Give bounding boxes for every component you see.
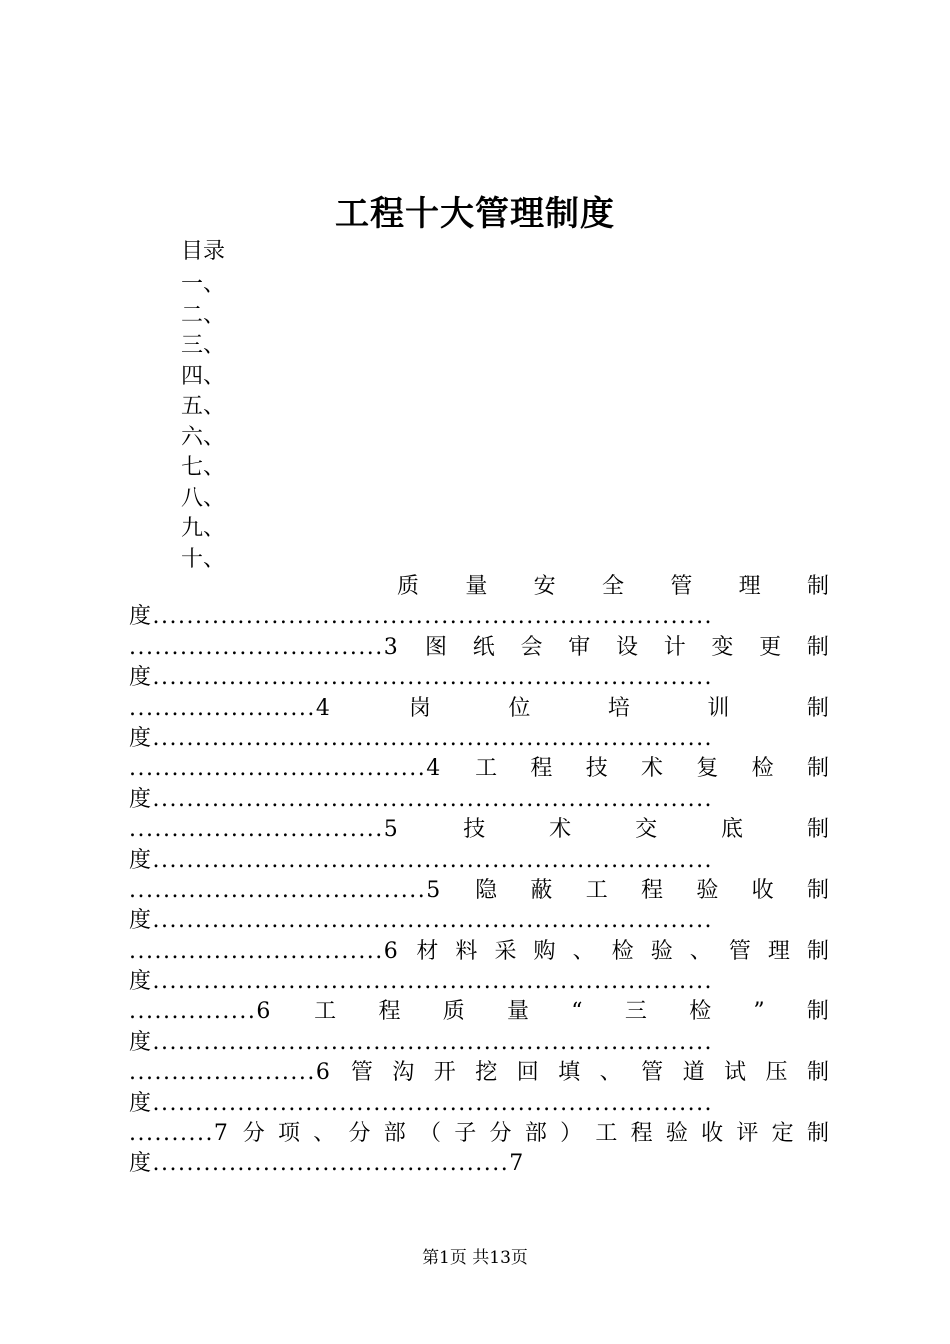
- toc-leader-dots: 度..................................................................: [129, 908, 714, 934]
- toc-heading: 目录: [181, 239, 226, 264]
- toc-leader-dots: ...................................4: [129, 756, 442, 782]
- toc-line: [129, 1149, 829, 1179]
- toc-numeral: 一、: [181, 272, 226, 297]
- toc-numeral-list: [181, 270, 225, 575]
- page-footer: 第1页 共13页: [422, 1248, 528, 1268]
- toc-line: ...............6 工 程 质 量 “ 三 检 ” 制: [129, 997, 829, 1027]
- toc-entries: [129, 572, 829, 1180]
- toc-line: [129, 846, 829, 876]
- toc-leader-dots: 度..........................................7: [129, 1151, 525, 1177]
- toc-line: ......................4 岗 位 培 训 制: [129, 694, 829, 724]
- toc-line: ..........7 分 项 、 分 部 （ 子 分 部 ） 工 程 验 收 评 定 制: [129, 1119, 829, 1149]
- toc-numeral: 九、: [181, 516, 226, 541]
- toc-numeral: 八、: [181, 485, 226, 511]
- toc-leader-dots: 度..................................................................: [129, 1029, 714, 1055]
- toc-numeral: 二、: [181, 302, 226, 328]
- toc-leader-dots: ..............................3: [129, 634, 400, 660]
- toc-line: ..............................5 技 术 交 底 制: [129, 815, 829, 845]
- toc-line: [129, 724, 829, 754]
- toc-numeral: 五、: [181, 394, 226, 419]
- toc-numeral: 三、: [181, 333, 226, 358]
- toc-leader-dots: 度..................................................................: [129, 847, 714, 873]
- toc-line: [129, 906, 829, 936]
- toc-leader-dots: 度..................................................................: [129, 786, 714, 812]
- toc-line: ..............................3 图 纸 会 审 设 计 变 更 制: [129, 633, 829, 663]
- toc-leader-dots: ..........7: [129, 1121, 230, 1147]
- toc-leader-dots: ......................6: [129, 1060, 332, 1086]
- toc-line: [129, 1028, 829, 1058]
- toc-leader-dots: ...................................5: [129, 877, 442, 903]
- toc-line: ...................................5 隐 蔽 工 程 验 收 制: [129, 876, 829, 906]
- toc-leader-dots: 度..................................................................: [129, 665, 714, 691]
- toc-numeral: 四、: [181, 363, 226, 389]
- toc-line: [129, 602, 829, 632]
- toc-line: [129, 967, 829, 997]
- toc-line: [129, 785, 829, 815]
- toc-line: ...................................4 工 程 技 术 复 检 制: [129, 754, 829, 784]
- toc-line: [129, 1089, 829, 1119]
- document-title: 工程十大管理制度: [335, 194, 615, 234]
- toc-numeral: 七、: [181, 455, 226, 480]
- toc-numeral: 十、: [181, 546, 226, 572]
- toc-line: [129, 663, 829, 693]
- toc-leader-dots: ...............6: [129, 999, 272, 1025]
- toc-line: 质 量 安 全 管 理 制: [397, 574, 829, 599]
- toc-leader-dots: 度..................................................................: [129, 725, 714, 751]
- toc-leader-dots: ..............................6: [129, 938, 400, 964]
- toc-leader-dots: ..............................5: [129, 817, 400, 843]
- toc-leader-dots: 度..................................................................: [129, 969, 714, 995]
- toc-leader-dots: ......................4: [129, 695, 332, 721]
- toc-leader-dots: 度..................................................................: [129, 1090, 714, 1116]
- toc-line: ..............................6 材 料 采 购 、 检 验 、 管 理 制: [129, 937, 829, 967]
- toc-numeral: 六、: [181, 424, 226, 450]
- toc-leader-dots: 度..................................................................: [129, 604, 714, 630]
- toc-line: ......................6 管 沟 开 挖 回 填 、 管 道 试 压 制: [129, 1058, 829, 1088]
